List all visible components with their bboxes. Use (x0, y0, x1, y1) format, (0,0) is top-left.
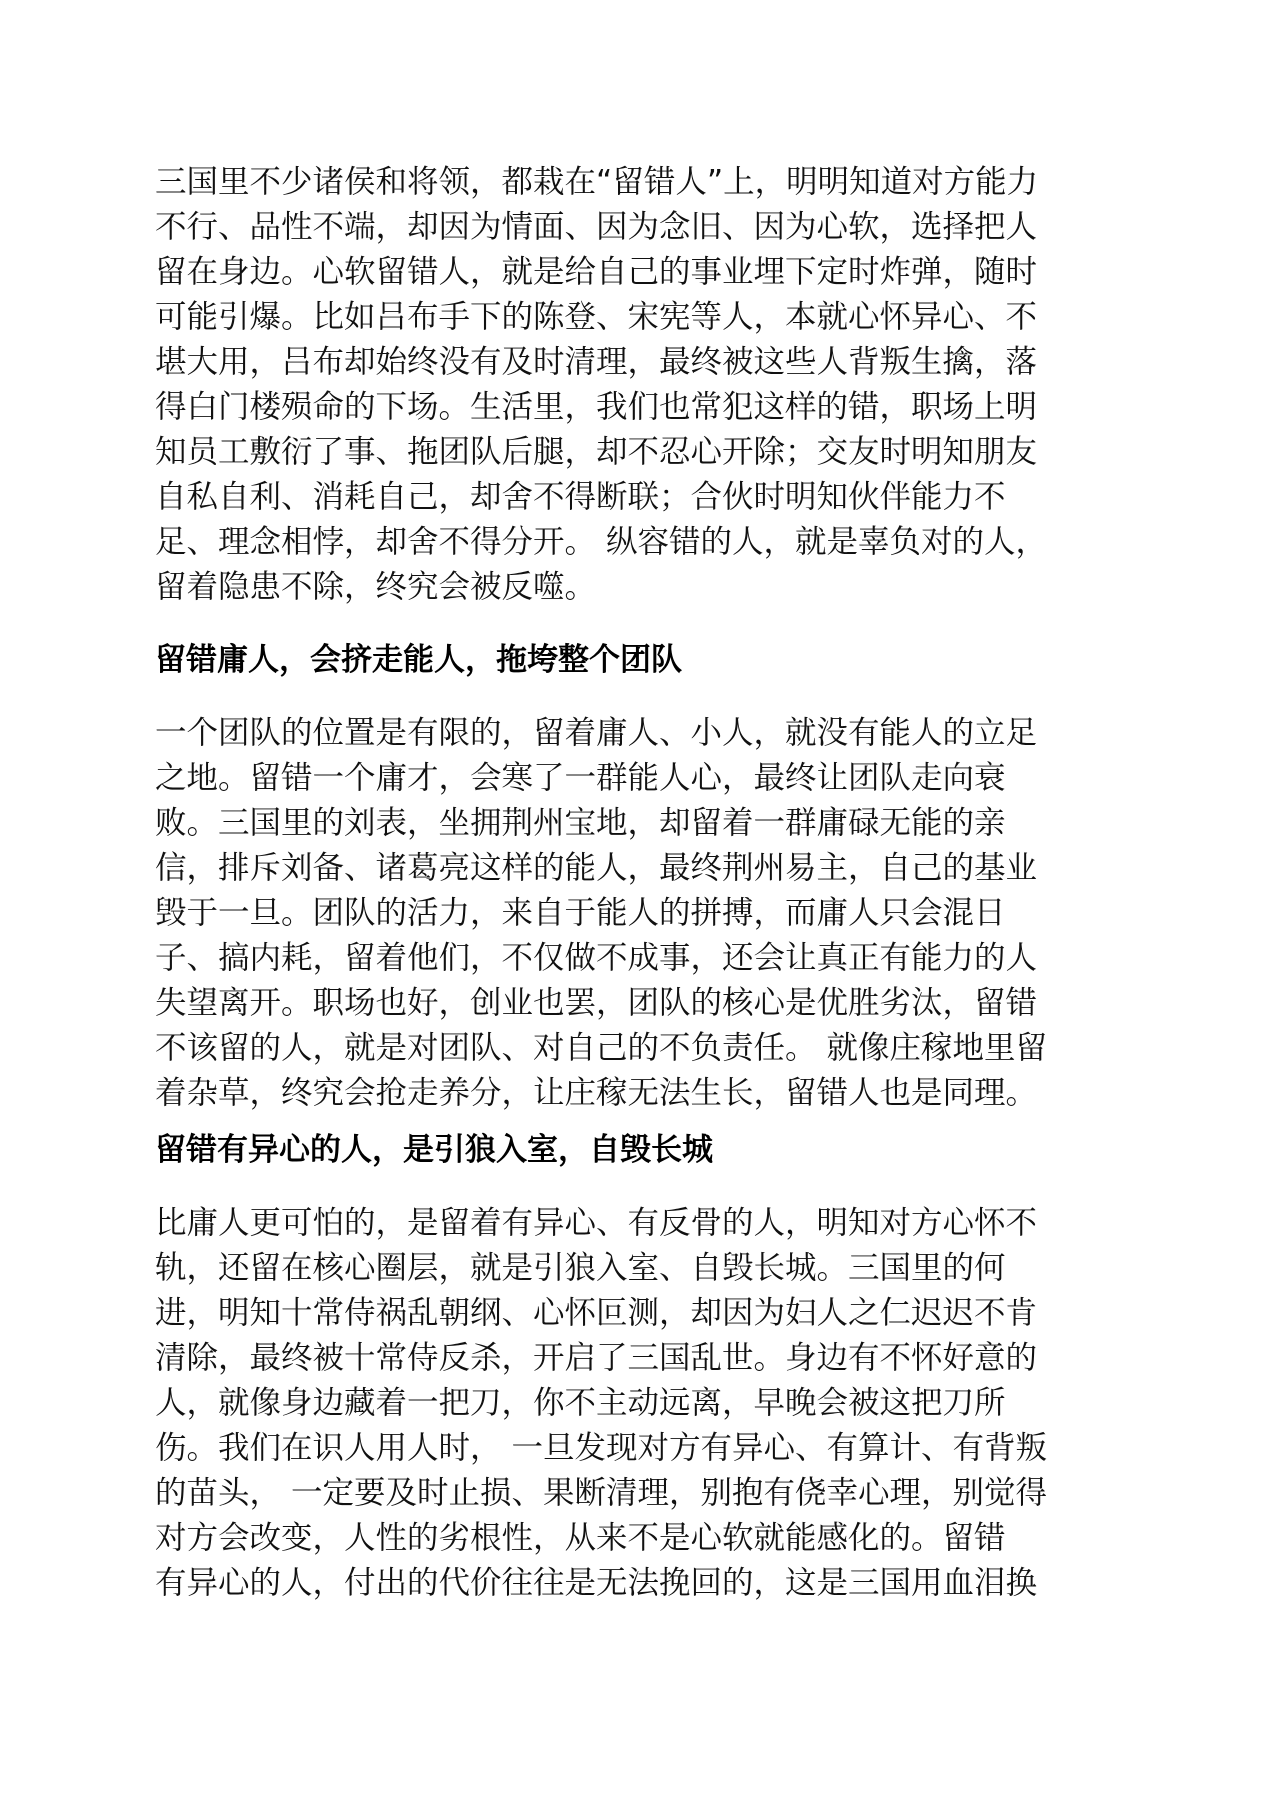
text-line: 失望离开。职场也好，创业也罢，团队的核心是优胜劣汰，留错 (155, 985, 1038, 1021)
paragraph-1 (155, 160, 1130, 610)
text-line: 进，明知十常侍祸乱朝纲、心怀叵测，却因为妇人之仁迟迟不肯 (155, 1295, 1038, 1331)
text-line: 知员工敷衍了事、拖团队后腿，却不忍心开除；交友时明知朋友 (155, 434, 1038, 470)
text-line: 信，排斥刘备、诸葛亮这样的能人，最终荆州易主，自己的基业 (155, 850, 1038, 886)
text-line: 的苗头， 一定要及时止损、果断清理，别抱有侥幸心理，别觉得 (155, 1475, 1048, 1511)
text-line: 自私自利、消耗自己，却舍不得断联；合伙时明知伙伴能力不 (155, 479, 1006, 515)
text-line: 毁于一旦。团队的活力，来自于能人的拼搏，而庸人只会混日 (155, 895, 1006, 931)
text-line: 轨，还留在核心圈层，就是引狼入室、自毁长城。三国里的何 (155, 1250, 1006, 1286)
text-line: 比庸人更可怕的，是留着有异心、有反骨的人，明知对方心怀不 (155, 1205, 1038, 1241)
section-heading-2: 留错有异心的人，是引狼入室，自毁长城 (155, 1132, 713, 1168)
text-line: 有异心的人，付出的代价往往是无法挽回的，这是三国用血泪换 (155, 1565, 1038, 1601)
text-line: 不行、品性不端，却因为情面、因为念旧、因为心软，选择把人 (155, 209, 1038, 245)
text-line: 不该留的人，就是对团队、对自己的不负责任。 就像庄稼地里留 (155, 1030, 1048, 1066)
text-line: 之地。留错一个庸才，会寒了一群能人心，最终让团队走向衰 (155, 760, 1006, 796)
text-line: 留着隐患不除，终究会被反噬。 (155, 569, 597, 605)
article-body (155, 160, 1130, 1606)
text-line: 着杂草，终究会抢走养分，让庄稼无法生长，留错人也是同理。 (155, 1075, 1038, 1111)
text-line: 败。三国里的刘表，坐拥荆州宝地，却留着一群庸碌无能的亲 (155, 805, 1006, 841)
text-line: 对方会改变，人性的劣根性，从来不是心软就能感化的。留错 (155, 1520, 1006, 1556)
text-line: 伤。我们在识人用人时， 一旦发现对方有异心、有算计、有背叛 (155, 1430, 1048, 1466)
section-heading-1: 留错庸人，会挤走能人，拖垮整个团队 (155, 642, 682, 678)
text-line: 可能引爆。比如吕布手下的陈登、宋宪等人，本就心怀异心、不 (155, 299, 1038, 335)
text-line: 人，就像身边藏着一把刀，你不主动远离，早晚会被这把刀所 (155, 1385, 1006, 1421)
text-line: 得白门楼殒命的下场。生活里，我们也常犯这样的错，职场上明 (155, 389, 1038, 425)
text-line: 子、搞内耗，留着他们，不仅做不成事，还会让真正有能力的人 (155, 940, 1038, 976)
text-line: 足、理念相悖，却舍不得分开。 纵容错的人，就是辜负对的人， (155, 524, 1048, 560)
paragraph-2 (155, 711, 1130, 1116)
text-line: 三国里不少诸侯和将领，都栽在“留错人”上，明明知道对方能力 (155, 164, 1039, 200)
paragraph-3 (155, 1201, 1130, 1606)
text-line: 留在身边。心软留错人，就是给自己的事业埋下定时炸弹，随时 (155, 254, 1038, 290)
text-line: 清除，最终被十常侍反杀，开启了三国乱世。身边有不怀好意的 (155, 1340, 1038, 1376)
text-line: 堪大用，吕布却始终没有及时清理，最终被这些人背叛生擒，落 (155, 344, 1038, 380)
text-line: 一个团队的位置是有限的，留着庸人、小人，就没有能人的立足 (155, 715, 1038, 751)
